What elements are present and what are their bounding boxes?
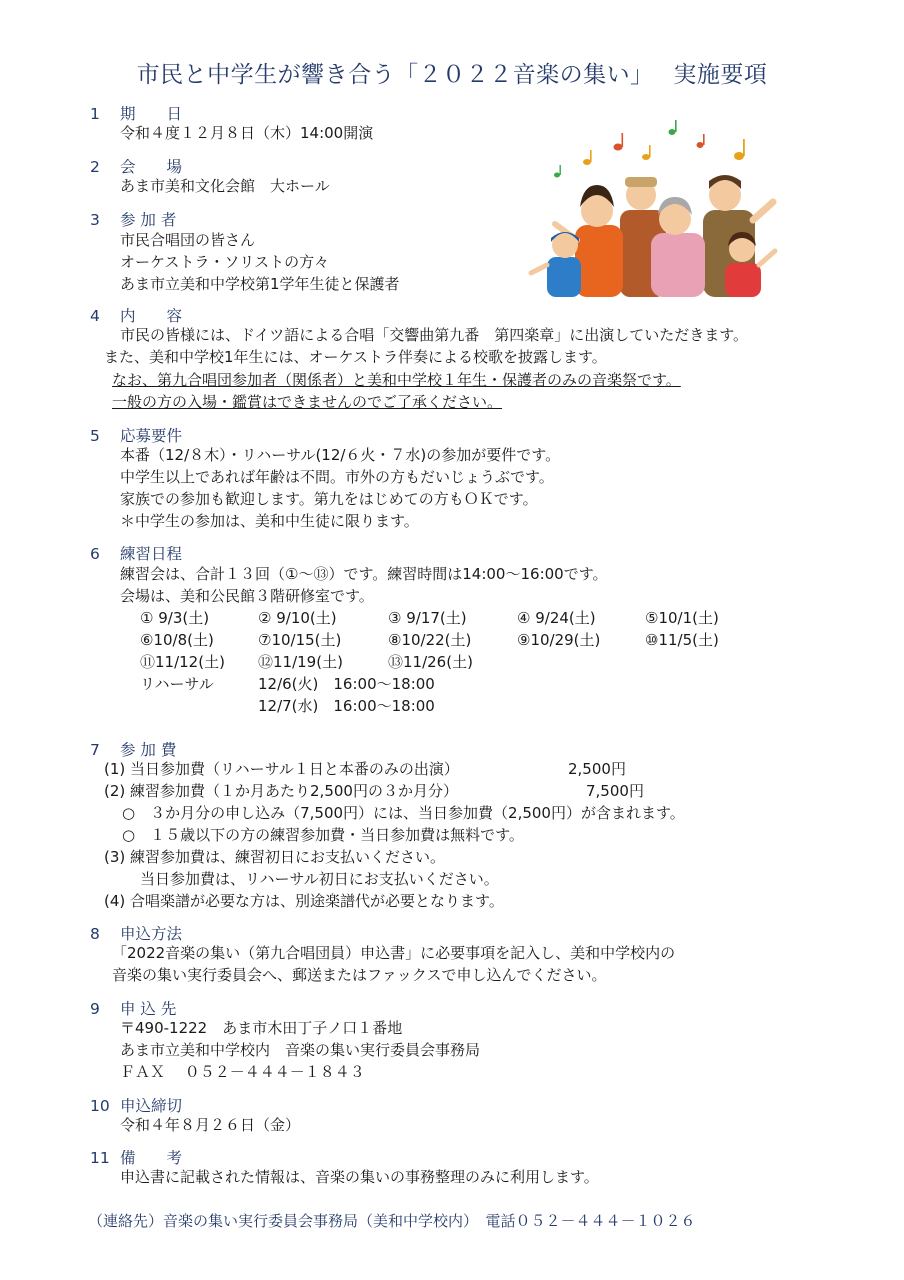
section-5-heading: 5 応募要件 [90, 427, 183, 445]
schedule-item: ⑬11/26(土) [388, 653, 473, 671]
fee-line: (4) 合唱楽譜が必要な方は、別途楽譜代が必要となります。 [104, 892, 504, 910]
schedule-item: ① 9/3(土) [140, 609, 210, 627]
practice-line: 会場は、美和公民館３階研修室です。 [120, 587, 374, 605]
fee-line: 当日参加費は、リハーサル初日にお支払いください。 [140, 870, 499, 888]
schedule-item: ⑪11/12(土) [140, 653, 225, 671]
schedule-item: ⑨10/29(土) [517, 631, 601, 649]
section-2-heading: 2 会 場 [90, 158, 183, 176]
deadline-text: 令和４年８月２６日（金） [120, 1116, 301, 1134]
rehearsal-date: 12/6(火) 16:00～18:00 [258, 675, 435, 693]
requirement-line: 家族での参加も歓迎します。第九をはじめての方もＯＫです。 [120, 490, 538, 508]
schedule-item: ⑧10/22(土) [388, 631, 472, 649]
music-note-icon [554, 120, 745, 178]
day-fee-amount: 2,500円 [568, 760, 626, 778]
schedule-item: ② 9/10(土) [258, 609, 337, 627]
practice-line: 練習会は、合計１３回（①～⑬）です。練習時間は14:00～16:00です。 [120, 565, 608, 583]
practice-fee-amount: 7,500円 [586, 782, 644, 800]
requirement-line: 本番（12/８木）・リハーサル(12/６火・７水)の参加が要件です。 [120, 446, 561, 464]
remarks-text: 申込書に記載された情報は、音楽の集いの事務整理のみに利用します。 [120, 1168, 599, 1186]
participant-line: 市民合唱団の皆さん [120, 231, 256, 249]
participant-line: オーケストラ・ソリストの方々 [120, 253, 330, 271]
section-9-heading: 9 申 込 先 [90, 1000, 177, 1018]
date-text: 令和４度１２月８日（木）14:00開演 [120, 124, 374, 142]
fax-line: ＦＡＸ ０５２－４４４－１８４３ [120, 1063, 365, 1081]
rehearsal-date: 12/7(水) 16:00～18:00 [258, 697, 435, 715]
section-10-heading: 10 申込締切 [90, 1097, 183, 1115]
rehearsal-label: リハーサル [140, 675, 214, 693]
requirement-line: 中学生以上であれば年齢は不問。市外の方もだいじょうぶです。 [120, 468, 554, 486]
notice-line: 一般の方の入場・鑑賞はできませんのでご了承ください。 [112, 393, 503, 411]
fee-note: ○ ３か月分の申し込み（7,500円）には、当日参加費（2,500円）が含まれます。 [122, 804, 685, 822]
page-title: 市民と中学生が響き合う「２０２２音楽の集い」 実施要項 [136, 62, 768, 88]
contact-footer: （連絡先）音楽の集い実行委員会事務局（美和中学校内） 電話０５２－４４４－１０２６ [88, 1212, 696, 1230]
content-line: 市民の皆様には、ドイツ語による合唱「交響曲第九番 第四楽章」に出演していただきます。 [120, 326, 749, 344]
venue-text: あま市美和文化会館 大ホール [120, 177, 330, 195]
section-3-heading: 3 参 加 者 [90, 211, 177, 229]
address-line: あま市立美和中学校内 音楽の集い実行委員会事務局 [120, 1041, 481, 1059]
section-11-heading: 11 備 考 [90, 1149, 183, 1167]
section-4-heading: 4 内 容 [90, 307, 183, 325]
participant-line: あま市立美和中学校第1学年生徒と保護者 [120, 275, 400, 293]
fee-line: (1) 当日参加費（リハーサル１日と本番のみの出演） [104, 760, 459, 778]
schedule-item: ⑥10/8(土) [140, 631, 214, 649]
section-8-heading: 8 申込方法 [90, 925, 183, 943]
notice-line: なお、第九合唱団参加者（関係者）と美和中学校１年生・保護者のみの音楽祭です。 [112, 371, 681, 389]
fee-line: (2) 練習参加費（１か月あたり2,500円の３か月分） [104, 782, 458, 800]
schedule-item: ③ 9/17(土) [388, 609, 467, 627]
schedule-item: ⑩11/5(土) [645, 631, 719, 649]
fee-note: ○ １５歳以下の方の練習参加費・当日参加費は無料です。 [122, 826, 524, 844]
address-line: 〒490-1222 あま市木田丁子ノ口１番地 [120, 1019, 403, 1037]
section-1-heading: 1 期 日 [90, 105, 183, 123]
section-7-heading: 7 参 加 費 [90, 741, 177, 759]
schedule-item: ④ 9/24(土) [517, 609, 596, 627]
section-6-heading: 6 練習日程 [90, 545, 183, 563]
schedule-item: ⑦10/15(土) [258, 631, 342, 649]
family-music-illustration [525, 115, 780, 297]
content-line: また、美和中学校1年生には、オーケストラ伴奏による校歌を披露します。 [104, 348, 607, 366]
schedule-item: ⑤10/1(土) [645, 609, 719, 627]
fee-line: (3) 練習参加費は、練習初日にお支払いください。 [104, 848, 446, 866]
schedule-item: ⑫11/19(土) [258, 653, 343, 671]
application-line: 「2022音楽の集い（第九合唱団員）申込書」に必要事項を記入し、美和中学校内の [112, 944, 676, 962]
requirement-line: ＊中学生の参加は、美和中生徒に限ります。 [120, 512, 419, 530]
application-line: 音楽の集い実行委員会へ、郵送またはファックスで申し込んでください。 [112, 966, 607, 984]
